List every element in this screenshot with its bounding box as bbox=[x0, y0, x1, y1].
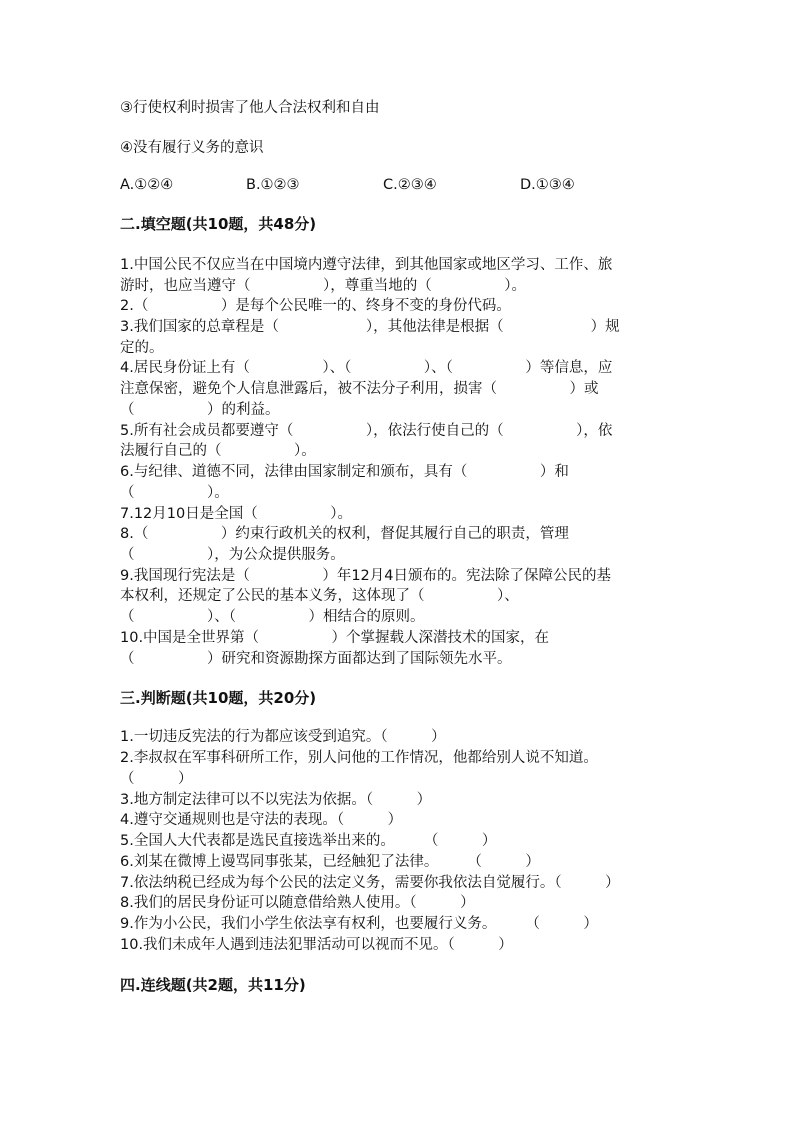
fill-blank-line: 5.所有社会成员都要遵守（ ），依法行使自己的（ ），依 bbox=[120, 423, 613, 439]
fill-blank-line: 本权利，还规定了公民的基本义务，这体现了（ ）、 bbox=[120, 588, 519, 604]
section-heading-true-false: 三.判断题(共10题，共20分) bbox=[120, 689, 317, 707]
true-false-line: 3.地方制定法律可以不以宪法为依据。（ ） bbox=[120, 792, 432, 808]
fill-blank-line: （ ）研究和资源勘探方面都达到了国际领先水平。 bbox=[120, 651, 512, 667]
option-a: A.①②④ bbox=[120, 177, 174, 193]
fill-blank-line: （ ），为公众提供服务。 bbox=[120, 547, 345, 563]
true-false-line: 1.一切违反宪法的行为都应该受到追究。（ ） bbox=[120, 729, 446, 745]
fill-blank-line: 9.我国现行宪法是（ ）年12月4日颁布的。宪法除了保障公民的基 bbox=[120, 568, 612, 584]
fill-blank-line: 8.（ ）约束行政机关的权利，督促其履行自己的职责，管理 bbox=[120, 526, 569, 542]
fill-blank-line: 1.中国公民不仅应当在中国境内遵守法律，到其他国家或地区学习、工作、旅 bbox=[120, 257, 613, 273]
fill-blank-line: 注意保密，避免个人信息泄露后，被不法分子利用，损害（ ）或 bbox=[120, 381, 599, 397]
fill-blank-line: 定的。 bbox=[120, 340, 164, 356]
choice-statement-3: ③行使权利时损害了他人合法权利和自由 bbox=[120, 100, 380, 116]
choice-options bbox=[120, 177, 680, 197]
fill-blank-line: 4.居民身份证上有（ ）、（ ）、（ ）等信息，应 bbox=[120, 360, 613, 376]
section-heading-matching: 四.连线题(共2题，共11分) bbox=[120, 976, 306, 994]
fill-blank-line: 7.12月10日是全国（ ）。 bbox=[120, 506, 352, 522]
true-false-line: 4.遵守交通规则也是守法的表现。（ ） bbox=[120, 812, 403, 828]
true-false-line: 2.李叔叔在军事科研所工作，别人问他的工作情况，他都给别人说不知道。 bbox=[120, 750, 598, 766]
fill-blank-line: 10.中国是全世界第（ ）个掌握载人深潜技术的国家，在 bbox=[120, 630, 550, 646]
fill-blank-line: 游时，也应当遵守（ ），尊重当地的（ ）。 bbox=[120, 278, 526, 294]
true-false-line: 10.我们未成年人遇到违法犯罪活动可以视而不见。（ ） bbox=[120, 937, 513, 953]
true-false-line: 8.我们的居民身份证可以随意借给熟人使用。（ ） bbox=[120, 895, 475, 911]
true-false-line: （ ） bbox=[120, 771, 193, 787]
fill-blank-line: （ ）。 bbox=[120, 485, 229, 501]
option-c: C.②③④ bbox=[383, 177, 437, 193]
choice-statement-4: ④没有履行义务的意识 bbox=[120, 140, 264, 156]
true-false-line: 6.刘某在微博上谩骂同事张某，已经触犯了法律。 （ ） bbox=[120, 854, 540, 870]
fill-blank-line: 3.我们国家的总章程是（ ），其他法律是根据（ ）规 bbox=[120, 319, 620, 335]
fill-blank-line: （ ）、（ ）相结合的原则。 bbox=[120, 609, 425, 625]
true-false-line: 7.依法纳税已经成为每个公民的法定义务，需要你我依法自觉履行。（ ） bbox=[120, 875, 620, 891]
option-d: D.①③④ bbox=[520, 177, 575, 193]
fill-blank-line: （ ）的利益。 bbox=[120, 402, 280, 418]
fill-blank-line: 2.（ ）是每个公民唯一的、终身不变的身份代码。 bbox=[120, 298, 511, 314]
true-false-line: 5.全国人大代表都是选民直接选举出来的。 （ ） bbox=[120, 833, 497, 849]
section-heading-fill-blank: 二.填空题(共10题，共48分) bbox=[120, 215, 317, 233]
option-b: B.①②③ bbox=[246, 177, 300, 193]
fill-blank-line: 6.与纪律、道德不同，法律由国家制定和颁布，具有（ ）和 bbox=[120, 464, 569, 480]
fill-blank-line: 法履行自己的（ ）。 bbox=[120, 443, 316, 459]
true-false-line: 9.作为小公民，我们小学生依法享有权利，也要履行义务。 （ ） bbox=[120, 916, 598, 932]
